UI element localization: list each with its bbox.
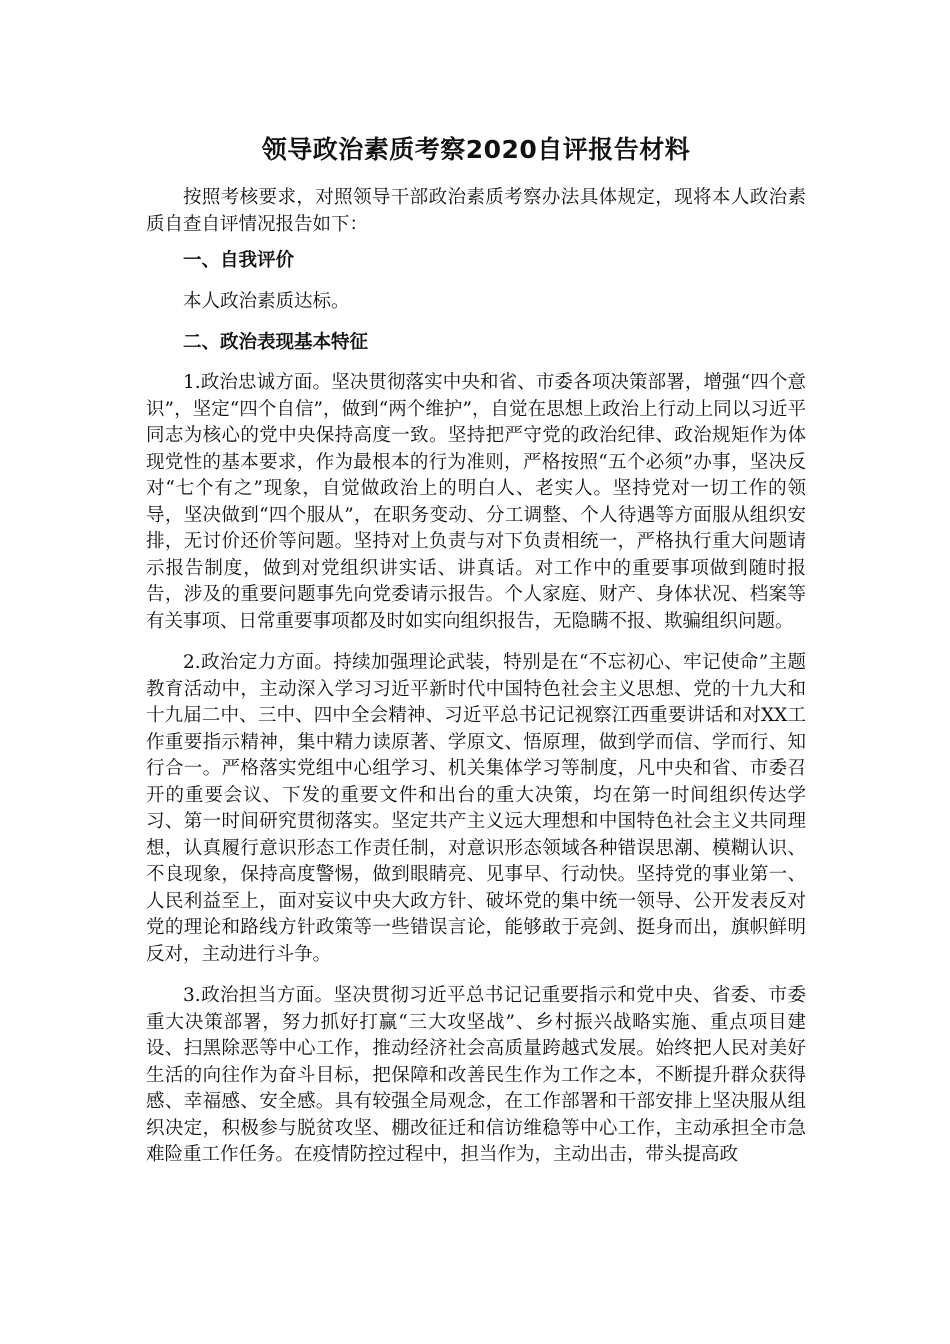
document-title: 领导政治素质考察2020自评报告材料 (261, 135, 691, 164)
section-heading-self-evaluation: 一、自我评价 (183, 250, 295, 271)
paragraph-political-responsibility: 3.政治担当方面。坚决贯彻习近平总书记记重要指示和党中央、省委、市委重大决策部署，努力抓好打赢“三大攻坚战”、乡村振兴战略实施、重点项目建设、扫黑除恶等中心工作，推动经济社会高质量跨越式发展。始终把人民对美好生活的向往作为奋斗目标，把保障和改善民生作为工作之本，不断提升群众获得感、幸福感、安全感。具有较强全局观念，在工作部署和干部安排上坚决服从组织决定，积极参与脱贫攻坚、棚改征迁和信访维稳等中心工作，主动承担全市急难险重工作任务。在疫情防控过程中，担当作为，主动出击，带头提高政 (146, 985, 806, 1165)
document-page (146, 130, 806, 1184)
self-evaluation-text: 本人政治素质达标。 (183, 291, 350, 312)
paragraph-political-loyalty: 1.政治忠诚方面。坚决贯彻落实中央和省、市委各项决策部署，增强“四个意识”，坚定“四个自信”，做到“两个维护”，自觉在思想上政治上行动上同以习近平同志为核心的党中央保持高度一致。坚持把严守党的政治纪律、政治规矩作为体现党性的基本要求，作为最根本的行为准则，严格按照“五个必须”办事，坚决反对“七个有之”现象，自觉做政治上的明白人、老实人。坚持党对一切工作的领导，坚决做到“四个服从”，在职务变动、分工调整、个人待遇等方面服从组织安排，无讨价还价等问题。坚持对上负责与对下负责相统一，严格执行重大问题请示报告制度，做到对党组织讲实话、讲真话。对工作中的重要事项做到随时报告，涉及的重要问题事先向党委请示报告。个人家庭、财产、身体状况、档案等有关事项、日常重要事项都及时如实向组织报告，无隐瞒不报、欺骗组织问题。 (146, 372, 806, 632)
intro-paragraph: 按照考核要求，对照领导干部政治素质考察办法具体规定，现将本人政治素质自查自评情况报告如下： (146, 187, 806, 235)
paragraph-political-determination: 2.政治定力方面。持续加强理论武装，特别是在“不忘初心、牢记使命”主题教育活动中，主动深入学习习近平新时代中国特色社会主义思想、党的十九大和十九届二中、三中、四中全会精神、习近平总书记记视察江西重要讲话和对XX工作重要指示精神，集中精力读原著、学原文、悟原理，做到学而信、学而行、知行合一。严格落实党组中心组学习、机关集体学习等制度，凡中央和省、市委召开的重要会议、下发的重要文件和出台的重大决策，均在第一时间组织传达学习、第一时间研究贯彻落实。坚定共产主义远大理想和中国特色社会主义共同理想，认真履行意识形态工作责任制，对意识形态领域各种错误思潮、模糊认识、不良现象，保持高度警惕，做到眼睛亮、见事早、行动快。坚持党的事业第一、人民利益至上，面对妄议中央大政方针、破坏党的集中统一领导、公开发表反对党的理论和路线方针政策等一些错误言论，能够敢于亮剑、挺身而出，旗帜鲜明反对，主动进行斗争。 (146, 652, 806, 965)
section-heading-political-performance: 二、政治表现基本特征 (183, 332, 369, 353)
